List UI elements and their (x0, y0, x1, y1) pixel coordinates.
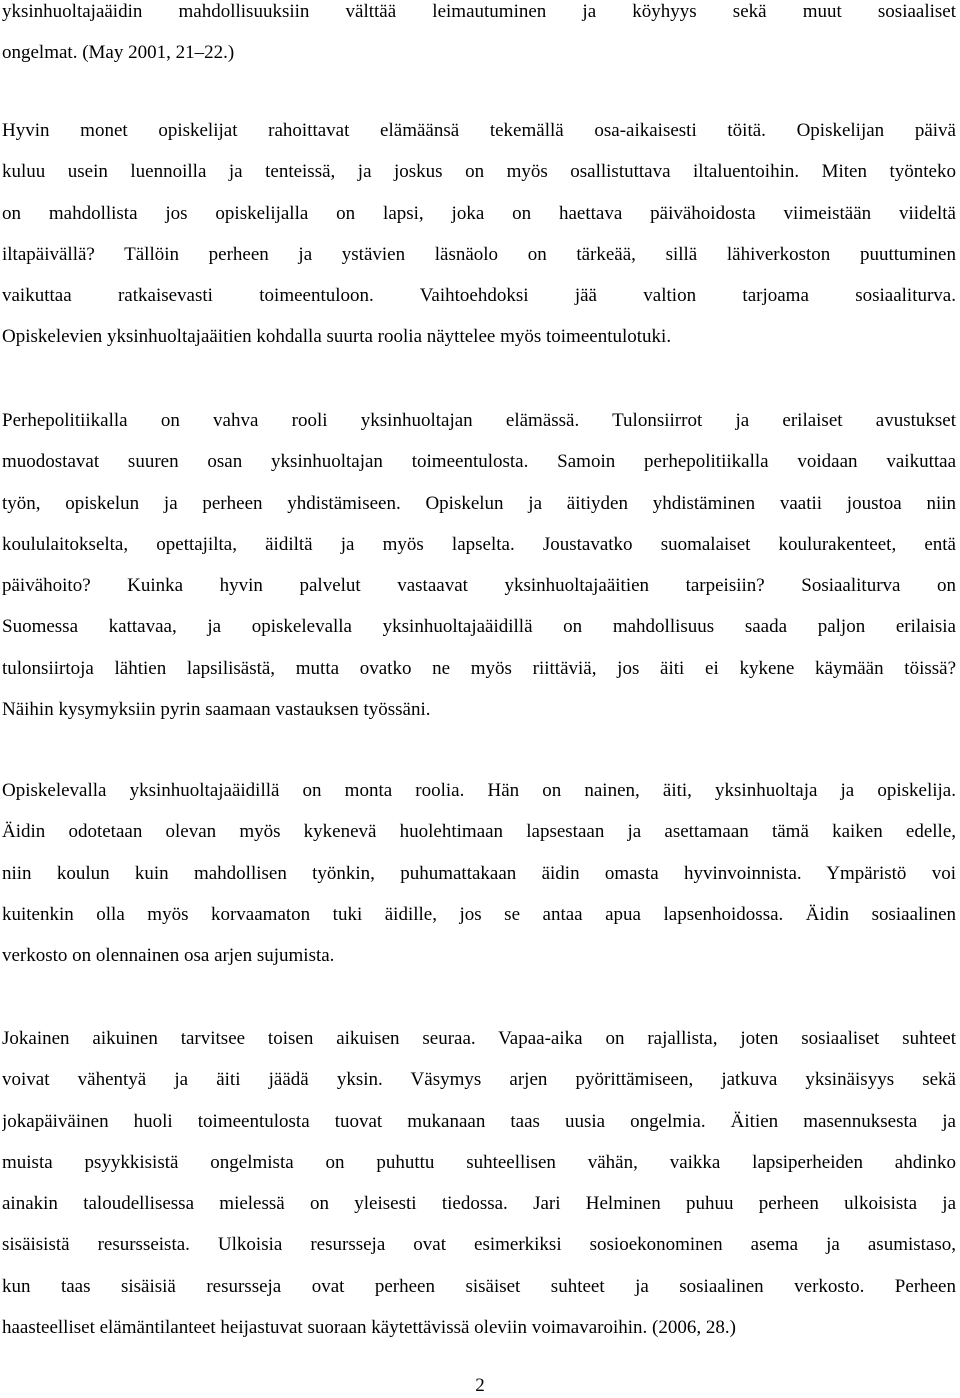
text-line: ongelmat. (May 2001, 21–22.) (2, 42, 235, 64)
text-line: päivähoito? Kuinka hyvin palvelut vastaavat yksinhuoltajaäitien tarpeisiin? Sosiaaliturva on (2, 575, 956, 597)
text-line: kun taas sisäisiä resursseja ovat perheen sisäiset suhteet ja sosiaalinen verkosto. Perheen (2, 1275, 956, 1297)
text-line: verkosto on olennainen osa arjen sujumista. (2, 945, 335, 967)
paragraph-1 (2, 0, 956, 74)
text-line: Opiskelevalla yksinhuoltajaäidillä on monta roolia. Hän on nainen, äiti, yksinhuoltaja ja opiskelija. (2, 780, 956, 801)
page-number: 2 (475, 1375, 485, 1396)
text-line: Jokainen aikuinen tarvitsee toisen aikuisen seuraa. Vapaa-aika on rajallista, joten sosiaaliset suhteet (2, 1028, 956, 1049)
text-line: jokapäiväinen huoli toimeentulosta tuovat mukanaan taas uusia ongelmia. Äitien masennuksesta ja (2, 1110, 956, 1132)
paragraph-4 (2, 770, 956, 976)
text-line: Äidin odotetaan olevan myös kykenevä huolehtimaan lapsestaan ja asettamaan tämä kaiken edelle, (2, 821, 956, 843)
paragraph-2 (2, 110, 956, 358)
text-line: yksinhuoltajaäidin mahdollisuuksiin välttää leimautuminen ja köyhyys sekä muut sosiaaliset (2, 1, 956, 22)
text-line: vaikuttaa ratkaisevasti toimeentuloon. Vaihtoehdoksi jää valtion tarjoama sosiaaliturva. (2, 285, 956, 307)
text-line: tulonsiirtoja lähtien lapsilisästä, mutta ovatko ne myös riittäviä, jos äiti ei kykene käymään töissä? (2, 657, 956, 679)
text-line: haasteelliset elämäntilanteet heijastuvat suoraan käytettävissä oleviin voimavaroihin. (2006, 28.) (2, 1317, 736, 1339)
text-line: muodostavat suuren osan yksinhuoltajan toimeentulosta. Samoin perhepolitiikalla voidaan vaikuttaa (2, 451, 956, 473)
paragraph-5 (2, 1018, 956, 1348)
text-line: muista psyykkisistä ongelmista on puhuttu suhteellisen vähän, vaikka lapsiperheiden ahdinko (2, 1151, 956, 1173)
text-line: koululaitokselta, opettajilta, äidiltä ja myös lapselta. Joustavatko suomalaiset koulurakenteet, entä (2, 533, 956, 555)
paragraph-3 (2, 400, 956, 730)
text-line: Opiskelevien yksinhuoltajaäitien kohdalla suurta roolia näyttelee myös toimeentulotuki. (2, 326, 672, 348)
text-line: on mahdollista jos opiskelijalla on lapsi, joka on haettava päivähoidosta viimeistään viideltä (2, 202, 956, 224)
text-line: iltapäivällä? Tällöin perheen ja ystävien läsnäolo on tärkeää, sillä lähiverkoston puuttuminen (2, 243, 956, 265)
text-line: Hyvin monet opiskelijat rahoittavat elämäänsä tekemällä osa-aikaisesti töitä. Opiskelijan päivä (2, 120, 956, 141)
text-line: Näihin kysymyksiin pyrin saamaan vastauksen työssäni. (2, 699, 431, 721)
text-line: Perhepolitiikalla on vahva rooli yksinhuoltajan elämässä. Tulonsiirrot ja erilaiset avustukset (2, 410, 956, 431)
text-line: kuitenkin olla myös korvaamaton tuki äidille, jos se antaa apua lapsenhoidossa. Äidin sosiaalinen (2, 903, 956, 925)
text-line: niin koulun kuin mahdollisen työnkin, puhumattakaan äidin omasta hyvinvoinnista. Ympäristö voi (2, 862, 956, 884)
text-line: voivat vähentyä ja äiti jäädä yksin. Väsymys arjen pyörittämiseen, jatkuva yksinäisyys sekä (2, 1069, 956, 1091)
text-line: työn, opiskelun ja perheen yhdistämiseen. Opiskelun ja äitiyden yhdistäminen vaatii joustoa niin (2, 492, 956, 514)
text-line: ainakin taloudellisessa mielessä on yleisesti tiedossa. Jari Helminen puhuu perheen ulkoisista ja (2, 1193, 956, 1215)
text-line: kuluu usein luennoilla ja tenteissä, ja joskus on myös osallistuttava iltaluentoihin. Miten työnteko (2, 161, 956, 183)
text-line: sisäisistä resursseista. Ulkoisia resursseja ovat esimerkiksi sosioekonominen asema ja asumistaso, (2, 1234, 956, 1256)
text-line: Suomessa kattavaa, ja opiskelevalla yksinhuoltajaäidillä on mahdollisuus saada paljon erilaisia (2, 616, 956, 638)
